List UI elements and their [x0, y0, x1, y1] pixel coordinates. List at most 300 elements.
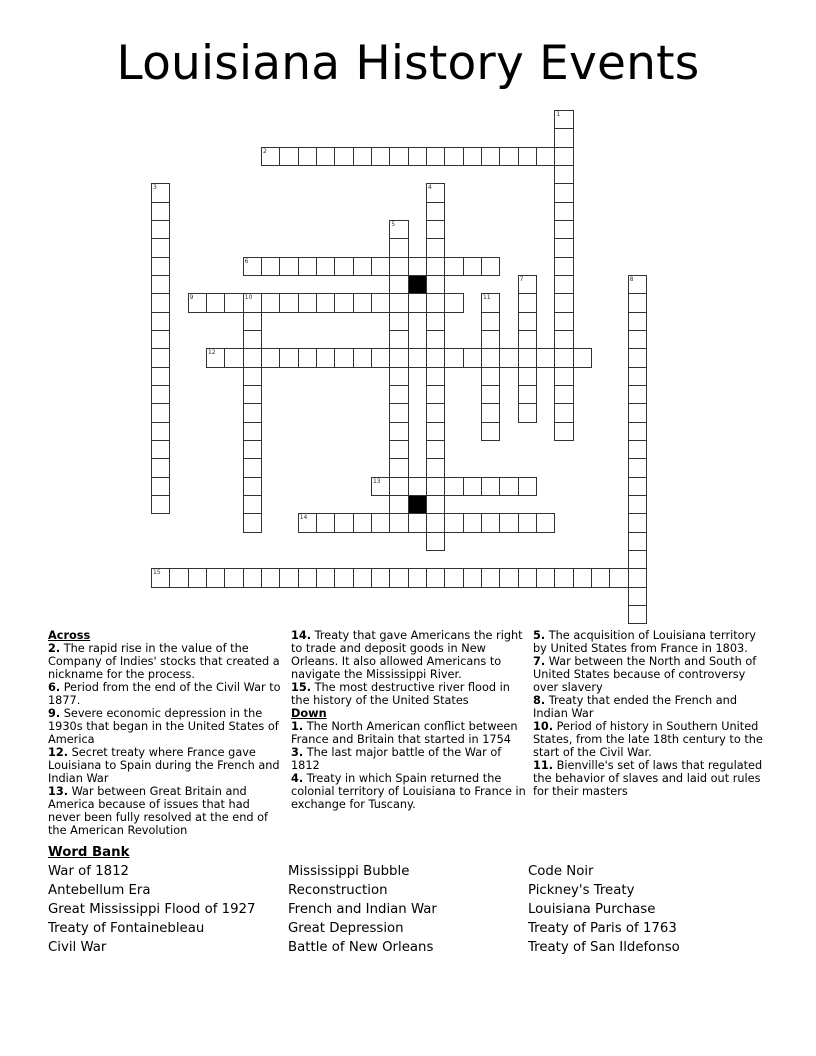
grid-cell[interactable]	[353, 513, 372, 532]
clue-number: 4.	[291, 772, 304, 785]
grid-cell[interactable]	[518, 513, 537, 532]
across-heading: Across	[48, 629, 91, 642]
clue-across-15	[291, 681, 527, 707]
grid-cell[interactable]	[353, 348, 372, 367]
grid-cell[interactable]	[481, 477, 500, 496]
grid-cell[interactable]	[279, 348, 298, 367]
grid-cell[interactable]	[554, 330, 573, 349]
grid-cell[interactable]	[206, 568, 225, 587]
grid-cell[interactable]	[426, 220, 445, 239]
grid-cell[interactable]	[316, 257, 335, 276]
grid-cell[interactable]	[536, 147, 555, 166]
grid-cell[interactable]	[298, 568, 317, 587]
clue-number: 8.	[533, 694, 546, 707]
grid-cell[interactable]	[426, 238, 445, 257]
clue-text: The North American conflict between France and Britain that started in 1754	[291, 720, 518, 746]
grid-cell[interactable]	[481, 147, 500, 166]
clue-down-7	[533, 655, 769, 694]
grid-cell[interactable]	[389, 385, 408, 404]
grid-cell[interactable]	[243, 458, 262, 477]
clue-text: Bienville's set of laws that regulated the behavior of slaves and laid out rules for their masters	[533, 759, 763, 798]
clue-number: 13.	[48, 785, 69, 798]
grid-cell[interactable]	[628, 275, 647, 294]
grid-cell[interactable]	[481, 348, 500, 367]
grid-cell[interactable]	[243, 403, 262, 422]
grid-cell[interactable]	[426, 257, 445, 276]
word-bank-item: French and Indian War	[288, 902, 437, 917]
grid-cell[interactable]	[609, 568, 628, 587]
grid-cell[interactable]	[628, 312, 647, 331]
word-bank-column-2	[288, 862, 437, 957]
grid-cell[interactable]	[279, 147, 298, 166]
clue-number-label: 6	[244, 257, 249, 265]
grid-cell[interactable]	[279, 568, 298, 587]
grid-cell[interactable]	[518, 330, 537, 349]
grid-cell[interactable]	[243, 568, 262, 587]
grid-cell[interactable]	[389, 257, 408, 276]
grid-cell[interactable]	[554, 202, 573, 221]
grid-cell[interactable]	[444, 348, 463, 367]
grid-cell[interactable]	[243, 385, 262, 404]
grid-cell[interactable]	[426, 458, 445, 477]
grid-cell[interactable]	[628, 422, 647, 441]
clue-text: Secret treaty where France gave Louisiana to Spain during the French and Indian War	[48, 746, 280, 785]
grid-cell[interactable]	[481, 422, 500, 441]
word-bank-item: Reconstruction	[288, 883, 388, 898]
grid-cell[interactable]	[573, 348, 592, 367]
word-bank-item: Louisiana Purchase	[528, 902, 656, 917]
grid-cell[interactable]	[389, 312, 408, 331]
grid-cell[interactable]	[518, 477, 537, 496]
grid-cell[interactable]	[554, 220, 573, 239]
grid-cell[interactable]	[426, 532, 445, 551]
grid-cell[interactable]	[389, 458, 408, 477]
black-cell	[408, 275, 427, 294]
grid-cell[interactable]	[151, 422, 170, 441]
clue-number: 10.	[533, 720, 554, 733]
grid-cell[interactable]	[389, 293, 408, 312]
grid-cell[interactable]	[554, 128, 573, 147]
grid-cell[interactable]	[298, 293, 317, 312]
clue-down-4	[291, 772, 527, 811]
grid-cell[interactable]	[426, 422, 445, 441]
grid-cell[interactable]	[481, 568, 500, 587]
grid-cell[interactable]	[224, 568, 243, 587]
clue-number-label: 15	[153, 569, 161, 577]
grid-cell[interactable]	[426, 495, 445, 514]
grid-cell[interactable]	[444, 257, 463, 276]
grid-cell[interactable]	[151, 293, 170, 312]
word-bank-item: Great Mississippi Flood of 1927	[48, 902, 256, 917]
grid-cell[interactable]	[389, 513, 408, 532]
grid-cell[interactable]	[554, 367, 573, 386]
grid-cell[interactable]	[628, 550, 647, 569]
grid-cell[interactable]	[628, 348, 647, 367]
grid-cell[interactable]	[408, 477, 427, 496]
grid-cell[interactable]	[334, 147, 353, 166]
word-bank-item: Pickney's Treaty	[528, 883, 635, 898]
clue-down-3	[291, 746, 527, 772]
grid-cell[interactable]	[243, 293, 262, 312]
grid-cell[interactable]	[151, 440, 170, 459]
grid-cell[interactable]	[353, 147, 372, 166]
word-bank-item: Great Depression	[288, 921, 404, 936]
grid-cell[interactable]	[389, 440, 408, 459]
grid-cell[interactable]	[554, 257, 573, 276]
grid-cell[interactable]	[426, 367, 445, 386]
grid-cell[interactable]	[408, 257, 427, 276]
grid-cell[interactable]	[554, 147, 573, 166]
grid-cell[interactable]	[444, 477, 463, 496]
clue-down-8	[533, 694, 769, 720]
grid-cell[interactable]	[151, 477, 170, 496]
grid-cell[interactable]	[371, 568, 390, 587]
grid-cell[interactable]	[243, 348, 262, 367]
grid-cell[interactable]	[151, 458, 170, 477]
grid-cell[interactable]	[463, 477, 482, 496]
grid-cell[interactable]	[628, 440, 647, 459]
grid-cell[interactable]	[554, 403, 573, 422]
grid-cell[interactable]	[316, 293, 335, 312]
grid-cell[interactable]	[426, 147, 445, 166]
grid-cell[interactable]	[628, 587, 647, 606]
clues-column-2	[291, 629, 527, 811]
clue-text: Treaty that ended the French and Indian War	[533, 694, 738, 720]
grid-cell[interactable]	[518, 348, 537, 367]
grid-cell[interactable]	[408, 348, 427, 367]
grid-cell[interactable]	[261, 147, 280, 166]
word-bank	[48, 844, 768, 962]
grid-cell[interactable]	[554, 385, 573, 404]
grid-cell[interactable]	[554, 348, 573, 367]
clue-number-label: 3	[153, 184, 157, 192]
grid-cell[interactable]	[481, 367, 500, 386]
grid-cell[interactable]	[481, 330, 500, 349]
grid-cell[interactable]	[426, 202, 445, 221]
grid-cell[interactable]	[499, 348, 518, 367]
grid-cell[interactable]	[499, 477, 518, 496]
clue-number-label: 7	[519, 275, 524, 283]
grid-cell[interactable]	[554, 165, 573, 184]
grid-cell[interactable]	[151, 183, 170, 202]
grid-cell[interactable]	[371, 147, 390, 166]
grid-cell[interactable]	[481, 385, 500, 404]
clue-down-1	[291, 720, 527, 746]
grid-cell[interactable]	[554, 422, 573, 441]
grid-cell[interactable]	[353, 568, 372, 587]
grid-cell[interactable]	[261, 348, 280, 367]
clue-number-label: 13	[372, 477, 381, 485]
grid-cell[interactable]	[389, 275, 408, 294]
clue-number: 2.	[48, 642, 61, 655]
grid-cell[interactable]	[481, 513, 500, 532]
clue-number-label: 4	[427, 184, 432, 192]
grid-cell[interactable]	[554, 312, 573, 331]
grid-cell[interactable]	[481, 293, 500, 312]
grid-cell[interactable]	[518, 385, 537, 404]
clue-text: Severe economic depression in the 1930s that began in the United States of America	[48, 707, 279, 746]
grid-cell[interactable]	[243, 440, 262, 459]
grid-cell[interactable]	[628, 568, 647, 587]
clue-text: War between the North and South of United States because of controversy over slavery	[533, 655, 757, 694]
clue-number-label: 10	[244, 294, 253, 302]
word-bank-column-1	[48, 862, 255, 957]
grid-cell[interactable]	[408, 568, 427, 587]
clue-number-label: 2	[262, 147, 267, 155]
word-bank-item: Antebellum Era	[48, 883, 151, 898]
grid-cell[interactable]	[628, 495, 647, 514]
clue-number-label: 12	[207, 349, 216, 357]
grid-cell[interactable]	[499, 513, 518, 532]
grid-cell[interactable]	[224, 348, 243, 367]
grid-cell[interactable]	[316, 348, 335, 367]
grid-cell[interactable]	[206, 293, 225, 312]
grid-cell[interactable]	[151, 495, 170, 514]
clue-number-label: 9	[189, 294, 194, 302]
grid-cell[interactable]	[628, 477, 647, 496]
grid-cell[interactable]	[243, 495, 262, 514]
grid-cell[interactable]	[481, 257, 500, 276]
clue-number-label: 5	[391, 220, 396, 228]
grid-cell[interactable]	[463, 348, 482, 367]
grid-cell[interactable]	[389, 238, 408, 257]
clue-across-2	[48, 642, 284, 681]
grid-cell[interactable]	[518, 568, 537, 587]
grid-cell[interactable]	[151, 202, 170, 221]
down-heading: Down	[291, 707, 327, 720]
grid-cell[interactable]	[151, 275, 170, 294]
grid-cell[interactable]	[518, 147, 537, 166]
grid-cell[interactable]	[536, 348, 555, 367]
grid-cell[interactable]	[426, 330, 445, 349]
clue-number: 1.	[291, 720, 304, 733]
clue-text: Treaty that gave Americans the right to trade and deposit goods in New Orleans. It also allowed Americans to navigate the Mississippi River.	[291, 629, 523, 681]
grid-cell[interactable]	[371, 257, 390, 276]
grid-cell[interactable]	[188, 293, 207, 312]
grid-cell[interactable]	[371, 348, 390, 367]
grid-cell[interactable]	[316, 568, 335, 587]
grid-cell[interactable]	[554, 110, 573, 129]
grid-cell[interactable]	[591, 568, 610, 587]
clue-number-label: 14	[299, 514, 308, 522]
grid-cell[interactable]	[463, 568, 482, 587]
word-bank-item: Treaty of Fontainebleau	[48, 921, 205, 936]
grid-cell[interactable]	[426, 312, 445, 331]
grid-cell[interactable]	[536, 568, 555, 587]
grid-cell[interactable]	[426, 293, 445, 312]
grid-cell[interactable]	[408, 293, 427, 312]
grid-cell[interactable]	[518, 275, 537, 294]
grid-cell[interactable]	[536, 513, 555, 532]
grid-cell[interactable]	[389, 348, 408, 367]
grid-cell[interactable]	[426, 385, 445, 404]
grid-cell[interactable]	[426, 183, 445, 202]
grid-cell[interactable]	[151, 257, 170, 276]
grid-cell[interactable]	[151, 367, 170, 386]
grid-cell[interactable]	[334, 257, 353, 276]
grid-cell[interactable]	[499, 568, 518, 587]
clue-down-11	[533, 759, 769, 798]
clue-number: 3.	[291, 746, 304, 759]
grid-cell[interactable]	[444, 513, 463, 532]
grid-cell[interactable]	[243, 422, 262, 441]
grid-cell[interactable]	[334, 293, 353, 312]
grid-cell[interactable]	[334, 513, 353, 532]
grid-cell[interactable]	[628, 458, 647, 477]
grid-cell[interactable]	[426, 348, 445, 367]
grid-cell[interactable]	[426, 477, 445, 496]
grid-cell[interactable]	[243, 312, 262, 331]
grid-cell[interactable]	[389, 330, 408, 349]
grid-cell[interactable]	[151, 568, 170, 587]
grid-cell[interactable]	[518, 293, 537, 312]
word-bank-item: Treaty of Paris of 1763	[528, 921, 677, 936]
grid-cell[interactable]	[298, 513, 317, 532]
clue-down-10	[533, 720, 769, 759]
grid-cell[interactable]	[353, 257, 372, 276]
grid-cell[interactable]	[298, 348, 317, 367]
clue-number-label: 8	[629, 275, 634, 283]
grid-cell[interactable]	[463, 257, 482, 276]
grid-cell[interactable]	[389, 403, 408, 422]
grid-cell[interactable]	[279, 293, 298, 312]
clue-number-label: 1	[556, 111, 561, 118]
grid-cell[interactable]	[628, 532, 647, 551]
grid-cell[interactable]	[334, 348, 353, 367]
grid-cell[interactable]	[243, 513, 262, 532]
grid-cell[interactable]	[444, 293, 463, 312]
grid-cell[interactable]	[334, 568, 353, 587]
clue-text: Period from the end of the Civil War to 1877.	[48, 681, 281, 707]
page-title: Louisiana History Events	[116, 36, 700, 91]
grid-cell[interactable]	[316, 147, 335, 166]
grid-cell[interactable]	[261, 257, 280, 276]
grid-cell[interactable]	[151, 348, 170, 367]
clue-across-12	[48, 746, 284, 785]
grid-cell[interactable]	[371, 477, 390, 496]
grid-cell[interactable]	[554, 293, 573, 312]
grid-cell[interactable]	[243, 477, 262, 496]
grid-cell[interactable]	[628, 385, 647, 404]
grid-cell[interactable]	[628, 605, 647, 624]
clues-column-3	[533, 629, 769, 798]
grid-cell[interactable]	[151, 385, 170, 404]
grid-cell[interactable]	[279, 257, 298, 276]
clue-number: 14.	[291, 629, 312, 642]
grid-cell[interactable]	[371, 513, 390, 532]
grid-cell[interactable]	[444, 147, 463, 166]
grid-cell[interactable]	[518, 403, 537, 422]
word-bank-item: Civil War	[48, 940, 107, 955]
grid-cell[interactable]	[353, 293, 372, 312]
grid-cell[interactable]	[389, 477, 408, 496]
clue-number: 5.	[533, 629, 546, 642]
clue-number: 15.	[291, 681, 312, 694]
grid-cell[interactable]	[408, 147, 427, 166]
grid-cell[interactable]	[389, 367, 408, 386]
grid-cell[interactable]	[628, 513, 647, 532]
grid-cell[interactable]	[261, 568, 280, 587]
grid-cell[interactable]	[554, 568, 573, 587]
grid-cell[interactable]	[554, 238, 573, 257]
grid-cell[interactable]	[261, 293, 280, 312]
clue-text: War between Great Britain and America because of issues that had never been fully resolved at the end of the American Revolution	[48, 785, 269, 837]
grid-cell[interactable]	[499, 147, 518, 166]
word-bank-item: Battle of New Orleans	[288, 940, 434, 955]
grid-cell[interactable]	[628, 293, 647, 312]
grid-cell[interactable]	[628, 403, 647, 422]
grid-cell[interactable]	[151, 330, 170, 349]
grid-cell[interactable]	[518, 312, 537, 331]
grid-cell[interactable]	[426, 513, 445, 532]
grid-cell[interactable]	[481, 403, 500, 422]
clue-across-14	[291, 629, 527, 681]
grid-cell[interactable]	[151, 220, 170, 239]
clue-number: 9.	[48, 707, 61, 720]
word-bank-item: Mississippi Bubble	[288, 864, 410, 879]
grid-cell[interactable]	[389, 147, 408, 166]
grid-cell[interactable]	[389, 495, 408, 514]
word-bank-item: Code Noir	[528, 864, 594, 879]
grid-cell[interactable]	[151, 403, 170, 422]
grid-cell[interactable]	[371, 293, 390, 312]
grid-cell[interactable]	[408, 513, 427, 532]
grid-cell[interactable]	[573, 568, 592, 587]
grid-cell[interactable]	[389, 568, 408, 587]
grid-cell[interactable]	[426, 440, 445, 459]
grid-cell[interactable]	[481, 312, 500, 331]
grid-cell[interactable]	[628, 367, 647, 386]
grid-cell[interactable]	[243, 257, 262, 276]
clue-text: The acquisition of Louisiana territory by United States from France in 1803.	[533, 629, 756, 655]
grid-cell[interactable]	[389, 422, 408, 441]
clue-across-9	[48, 707, 284, 746]
clue-text: The most destructive river flood in the history of the United States	[291, 681, 510, 707]
grid-cell[interactable]	[316, 513, 335, 532]
clues-column-1	[48, 629, 284, 837]
grid-cell[interactable]	[243, 330, 262, 349]
clue-text: The last major battle of the War of 1812	[291, 746, 502, 772]
grid-cell[interactable]	[169, 568, 188, 587]
grid-cell[interactable]	[389, 220, 408, 239]
grid-cell[interactable]	[298, 147, 317, 166]
clue-text: Period of history in Southern United States, from the late 18th century to the start of the Civil War.	[533, 720, 763, 759]
grid-cell[interactable]	[628, 330, 647, 349]
grid-cell[interactable]	[243, 367, 262, 386]
grid-cell[interactable]	[463, 147, 482, 166]
clue-number: 12.	[48, 746, 69, 759]
grid-cell[interactable]	[151, 238, 170, 257]
clue-across-13	[48, 785, 284, 837]
grid-cell[interactable]	[444, 568, 463, 587]
grid-cell[interactable]	[426, 275, 445, 294]
grid-cell[interactable]	[518, 367, 537, 386]
grid-cell[interactable]	[206, 348, 225, 367]
grid-cell[interactable]	[426, 568, 445, 587]
grid-cell[interactable]	[151, 312, 170, 331]
grid-cell[interactable]	[463, 513, 482, 532]
grid-cell[interactable]	[224, 293, 243, 312]
black-cell	[408, 495, 427, 514]
clue-text: The rapid rise in the value of the Company of Indies' stocks that created a nickname for the process.	[48, 642, 280, 681]
clue-number: 6.	[48, 681, 61, 694]
grid-cell[interactable]	[554, 183, 573, 202]
grid-cell[interactable]	[554, 275, 573, 294]
grid-cell[interactable]	[188, 568, 207, 587]
grid-cell[interactable]	[426, 403, 445, 422]
clue-number-label: 11	[482, 294, 491, 302]
grid-cell[interactable]	[298, 257, 317, 276]
